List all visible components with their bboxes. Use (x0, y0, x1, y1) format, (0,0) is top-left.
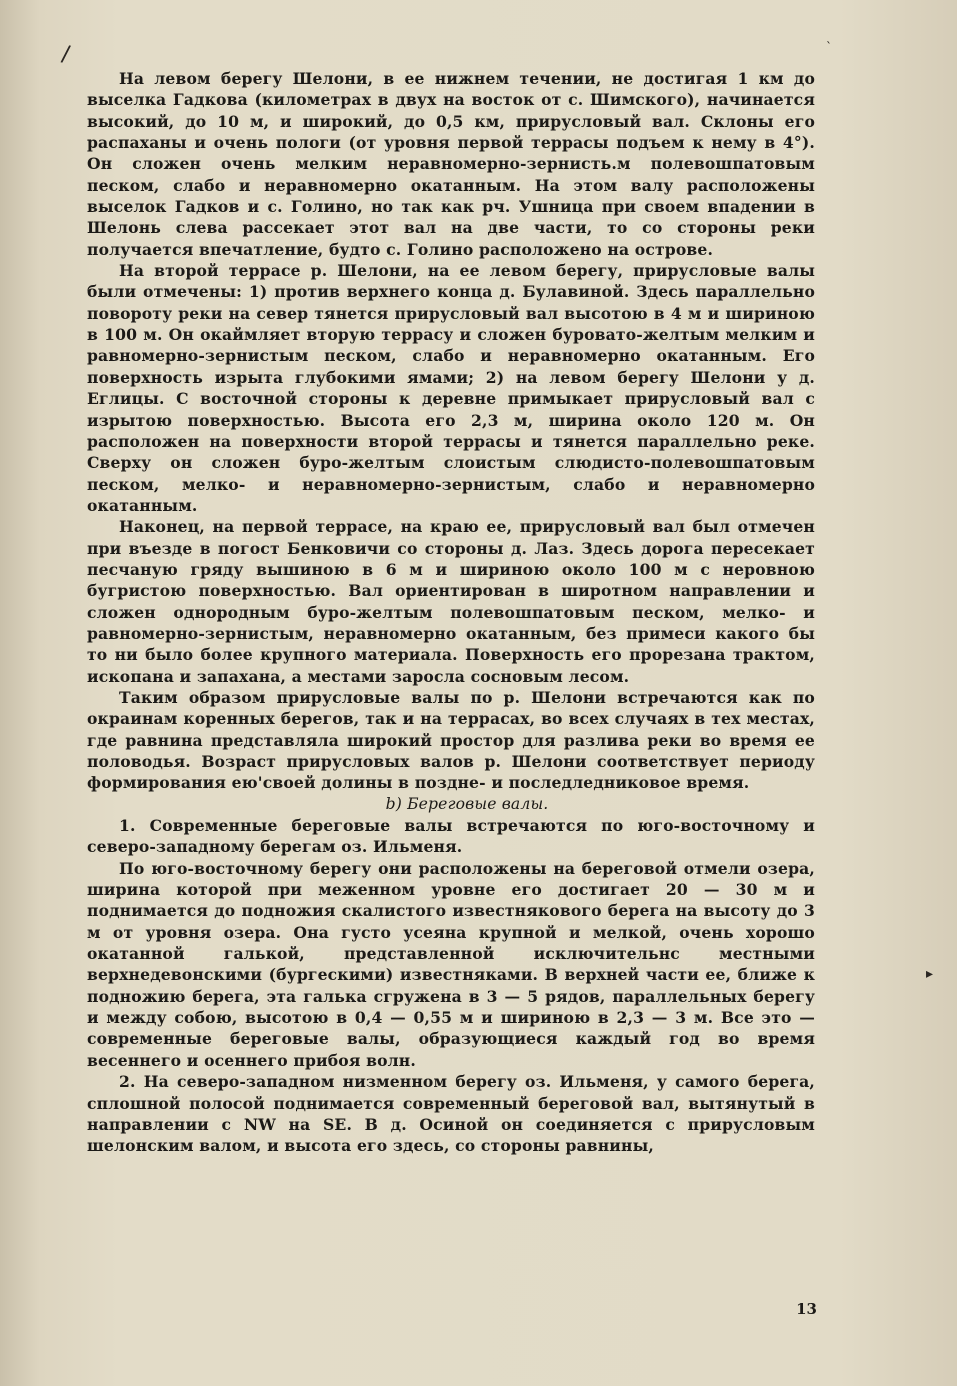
margin-mark-top-right: ˋ (826, 40, 832, 54)
page-number: 13 (796, 1300, 817, 1318)
paragraph-4: Таким образом прирусловые валы по р. Шелони встречаются как по окраинам коренных берегов, так и на террасах, во всех случаях в тех местах, где равнина представляла широкий простор для разлива реки во время ее половодья. Возраст прирусловых валов р. Шелони соответствует периоду формирования ею'своей долины в поздне- и последледниковое время. (87, 687, 815, 793)
section-subheading: b) Береговые валы. (385, 794, 549, 813)
paragraph-3: Наконец, на первой террасе, на краю ее, прирусловый вал был отмечен при въезде в погост Бенковичи со стороны д. Лаз. Здесь дорога пересекает песчаную гряду вышиною в 6 м и шириною около 100 м с неровною бугристою поверхностью. Вал ориентирован в широтном направлении и сложен однородным буро-желтым полевошпатовым песком, мелко- и равномерно-зернистым, неравномерно окатанным, без примеси какого бы то ни было более крупного материала. Поверхность его прорезана трактом, ископана и запахана, а местами заросла сосновым лесом. (87, 517, 815, 686)
paragraph-7: 2. На северо-западном низменном берегу оз. Ильменя, у самого берега, сплошной полосой поднимается современный береговой вал, вытянутый в направлении с NW на SE. В д. Осиной он соединяется с прирусловым шелонским валом, и высота его здесь, со стороны равнины, (87, 1072, 815, 1156)
margin-mark-right: ▸ (926, 966, 934, 982)
paragraph-2: На второй террасе р. Шелони, на ее левом берегу, прирусловые валы были отмечены: 1) против верхнего конца д. Булавиной. Здесь параллельно повороту реки на север тянется прирусловый вал высотою в 4 м и шириною в 100 м. Он окаймляет вторую террасу и сложен буровато-желтым мелким и равномерно-зернистым песком, слабо и неравномерно окатанным. Его поверхность изрыта глубокими ямами; 2) на левом берегу Шелони у д. Еглицы. С восточной стороны к деревне примыкает прирусловый вал с изрытою поверхностью. Высота его 2,3 м, ширина около 120 м. Он расположен на поверхности второй террасы и тянется параллельно реке. Сверху он сложен буро-желтым слоистым слюдисто-полевошпатовым песком, мелко- и неравномерно-зернистым, слабо и неравномерно окатанным. (87, 261, 815, 515)
body-text (87, 68, 815, 1157)
paragraph-6: По юго-восточному берегу они расположены на береговой отмели озера, ширина которой при меженном уровне его достигает 20 — 30 м и поднимается до подножия скалистого известнякового берега на высоту до 3 м от уровня озера. Она густо усеяна крупной и мелкой, очень хорошо окатанной галькой, представленной исключительнс местными верхнедевонскими (бургескими) известняками. В верхней части ее, ближе к подножию берега, эта галька сгружена в 3 — 5 рядов, параллельных берегу и между собою, высотою в 0,4 — 0,55 м и шириною в 2,3 — 3 м. Все это — современные береговые валы, образующиеся каждый год во время весеннего и осеннего прибоя волн. (87, 858, 815, 1070)
paragraph-5: 1. Современные береговые валы встречаются по юго-восточному и северо-западному берегам оз. Ильменя. (87, 816, 815, 857)
margin-mark-top-left: / (59, 41, 72, 68)
paragraph-1: На левом берегу Шелони, в ее нижнем течении, не достигая 1 км до выселка Гадкова (километрах в двух на восток от с. Шимского), начинается высокий, до 10 м, и широкий, до 0,5 км, прирусловый вал. Склоны его распаханы и очень пологи (от уровня первой террасы подъем к нему в 4°). Он сложен очень мелким неравномерно-зернисть.м полевошпатовым песком, слабо и неравномерно окатанным. На этом валу расположены выселок Гадков и с. Голино, но так как рч. Ушница при своем впадении в Шелонь слева рассекает этот вал на две части, то со стороны реки получается впечатление, будто с. Голино расположено на острове. (87, 69, 815, 259)
